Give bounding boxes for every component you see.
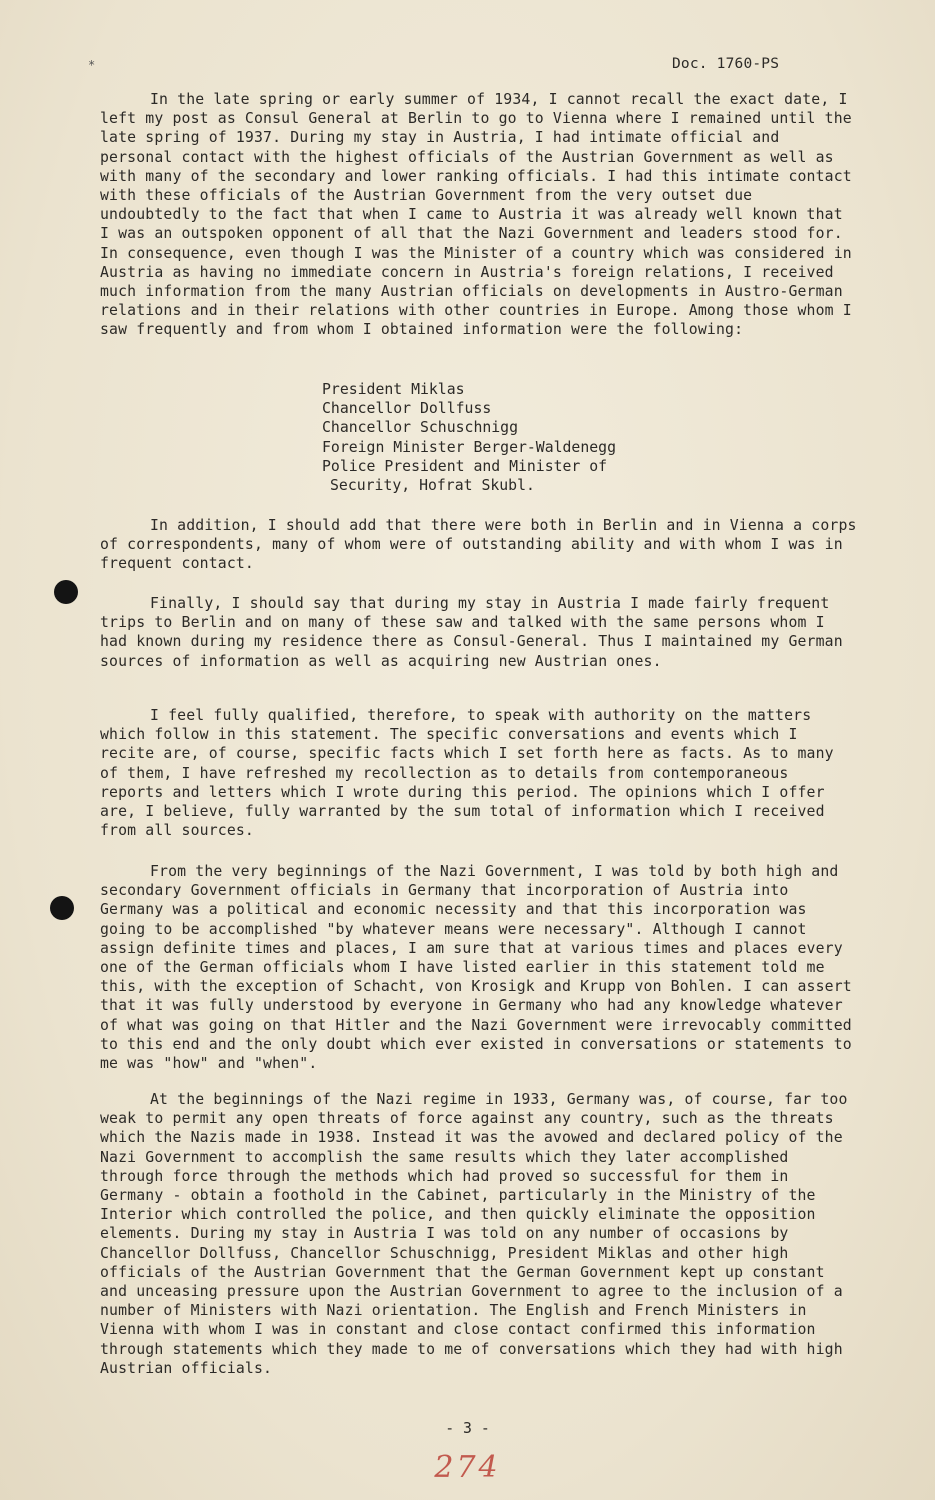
paragraph-6: [100, 1090, 860, 1378]
list-item: Police President and Minister of: [322, 457, 608, 475]
paragraph-6-text: At the beginnings of the Nazi regime in 1933, Germany was, of course, far too weak to permit any open threats of force against any country, such as the threats which the Nazis made in 1938. Instead it was the avowed and declared policy of the Nazi Government to accomplish the same results which they later accomplished through force through the methods which had proved so successful for them in Germany - obtain a foothold in the Cabinet, particularly in the Ministry of the Interior which controlled the police, and then quickly eliminate the opposition elements. During my stay in Austria I was told on any number of occasions by Chancellor Dollfuss, Chancellor Schuschnigg, President Miklas and other high officials of the Austrian Government that the German Government kept up constant and unceasing pressure upon the Austrian Government to agree to the inclusion of a number of Ministers with Nazi orientation. The English and French Ministers in Vienna with whom I was in constant and close contact confirmed this information through statements which they made to me of conversations which they had with high Austrian officials.: [100, 1091, 848, 1377]
paragraph-2-text: In addition, I should add that there were both in Berlin and in Vienna a corps of correspondents, many of whom were of outstanding ability and with whom I was in frequent contact.: [100, 517, 857, 573]
paragraph-5-text: From the very beginnings of the Nazi Government, I was told by both high and secondary Government officials in Germany that incorporation of Austria into Germany was a political and economic necessity and that this incorporation was going to be accomplished "by whatever means were necessary". Although I cannot assign definite times and places, I am sure that at various times and places every one of the German officials whom I have listed earlier in this statement told me this, with the exception of Schacht, von Krosigk and Krupp von Bohlen. I can assert that it was fully understood by everyone in Germany who had any knowledge whatever of what was going on that Hitler and the Nazi Government were irrevocably committed to this end and the only doubt which ever existed in conversations or statements to me was "how" and "when".: [100, 863, 852, 1073]
officials-list: [322, 380, 616, 495]
list-item: Security, Hofrat Skubl.: [330, 477, 535, 495]
paragraph-4: [100, 706, 860, 840]
document-reference: Doc. 1760-PS: [672, 56, 780, 72]
paragraph-4-text: I feel fully qualified, therefore, to speak with authority on the matters which follow in this statement. The specific conversations and events which I recite are, of course, specific facts which I set forth here as facts. As to many of them, I have refreshed my recollection as to details from contemporaneous reports and letters which I wrote during this period. The opinions which I offer are, I believe, fully warranted by the sum total of information which I received from all sources.: [100, 707, 834, 840]
punch-hole: [54, 580, 78, 604]
paragraph-3-text: Finally, I should say that during my stay in Austria I made fairly frequent trips to Berlin and on many of these saw and talked with the same persons whom I had known during my residence there as Consul-General. Thus I maintained my German sources of information as well as acquiring new Austrian ones.: [100, 595, 843, 670]
paragraph-5: [100, 862, 860, 1073]
list-item: Chancellor Schuschnigg: [322, 419, 518, 437]
corner-mark: *: [88, 58, 96, 72]
list-item: Foreign Minister Berger-Waldenegg: [322, 438, 616, 456]
page-number: - 3 -: [445, 1420, 490, 1437]
punch-hole: [50, 896, 74, 920]
list-item: Chancellor Dollfuss: [322, 400, 492, 418]
handwritten-page-number: 274: [434, 1450, 501, 1485]
paragraph-3: [100, 594, 860, 671]
paragraph-2: [100, 516, 860, 574]
paragraph-1-text: In the late spring or early summer of 1934, I cannot recall the exact date, I left my post as Consul General at Berlin to go to Vienna where I remained until the late spring of 1937. During my stay in Austria, I had intimate official and personal contact with the highest officials of the Austrian Government as well as with many of the secondary and lower ranking officials. I had this intimate contact with these officials of the Austrian Government from the very outset due undoubtedly to the fact that when I came to Austria it was already well known that I was an outspoken opponent of all that the Nazi Government and leaders stood for. In consequence, even though I was the Minister of a country which was considered in Austria as having no immediate concern in Austria's foreign relations, I received much information from the many Austrian officials on developments in Austro-German relations and in their relations with other countries in Europe. Among those whom I saw frequently and from whom I obtained information were the following:: [100, 91, 852, 339]
paragraph-1: [100, 90, 860, 340]
list-item: President Miklas: [322, 381, 465, 398]
